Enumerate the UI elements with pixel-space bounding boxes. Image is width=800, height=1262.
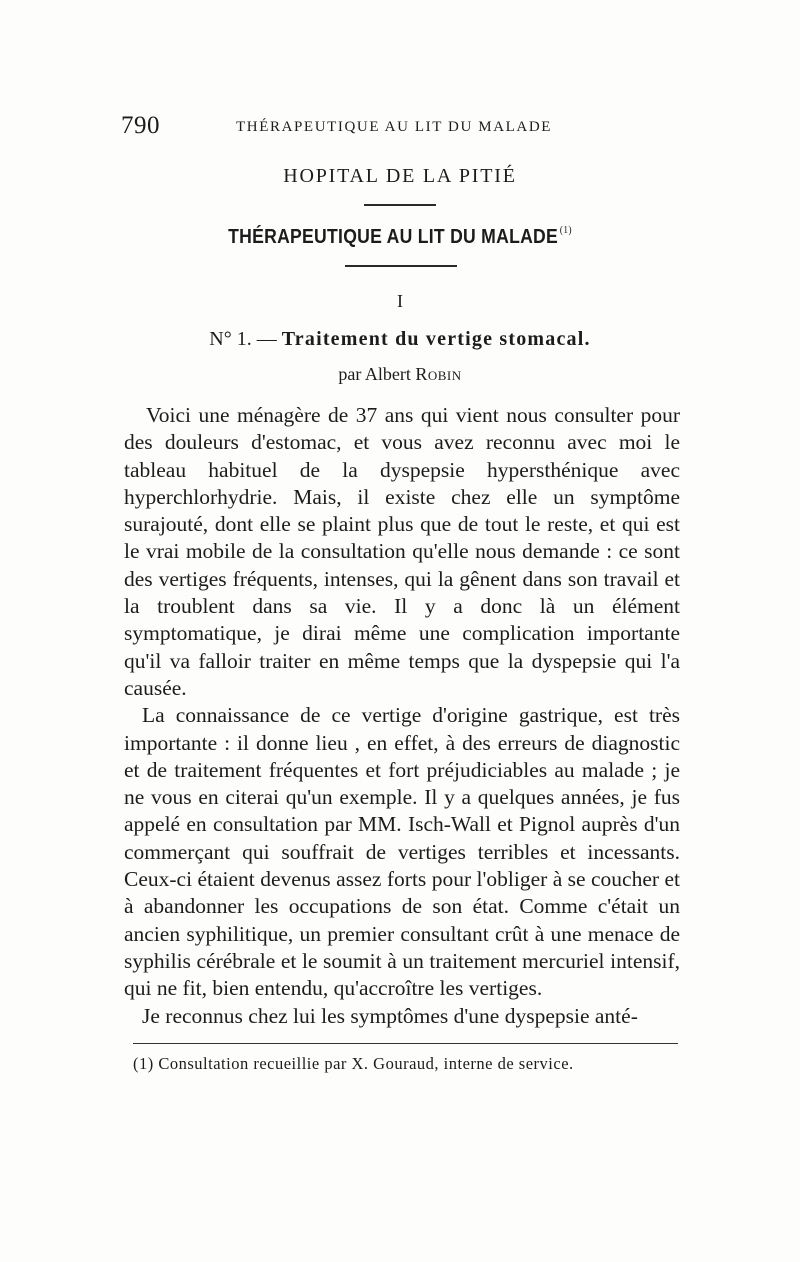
article-author xyxy=(0,364,800,385)
paragraph: La connaissance de ce vertige d'origine gastrique, est très importante : il donne lieu , en effet, à des erreurs de diagnostic et de traitement fréquentes et fort préjudiciables au malade ; je ne vous en citerai qu'un exemple. Il y a quelques années, je fus appelé en consultation par MM. Isch-Wall et Pignol auprès d'un commerçant qui souffrait de vertiges terribles et incessants. Ceux-ci étaient devenus assez forts pour l'obliger à se coucher et à abandonner les occupations de son état. Comme c'était un ancien syphilitique, un premier consultant crût à une menace de syphilis cérébrale et le soumit à un traitement mercuriel intensif, qui ne fit, bien entendu, qu'accroître les vertiges. xyxy=(124,703,680,1001)
paragraph: Je reconnus chez lui les symptômes d'une dyspepsie anté- xyxy=(142,1003,638,1028)
section-title-text: THÉRAPEUTIQUE AU LIT DU MALADE xyxy=(228,226,559,248)
footnote: (1) Consultation recueillie par X. Gouraud, interne de service. xyxy=(133,1054,574,1073)
running-title: THÉRAPEUTIQUE AU LIT DU MALADE xyxy=(236,119,553,135)
hospital-name: HOPITAL DE LA PITIÉ xyxy=(283,165,517,187)
section-number: I xyxy=(397,291,403,311)
author-prefix: par Albert xyxy=(338,364,411,384)
footnote-rule xyxy=(133,1043,678,1044)
divider-bottom xyxy=(345,265,457,267)
article-heading xyxy=(0,328,800,351)
section-title-note: (1) xyxy=(559,224,572,236)
article-title: Traitement du vertige stomacal. xyxy=(281,328,591,350)
author-name: Robin xyxy=(415,364,462,384)
paragraph: Voici une ménagère de 37 ans qui vient nous consulter pour des douleurs d'estomac, et vous avez reconnu avec moi le tableau habituel de la dyspepsie hypersthénique avec hyperchlorhydrie. Mais, il existe chez elle un symptôme surajouté, dont elle se plaint plus que de tout le reste, et qui est le vrai mobile de la consultation qu'elle nous demande : ce sont des vertiges fréquents, intenses, qui la gênent dans son travail et la troublent dans sa vie. Il y a donc là un élément symptomatique, je dirai même une complication importante qu'il va falloir traiter en même temps que la dyspepsie qui l'a causée. xyxy=(124,403,680,700)
section-title xyxy=(48,224,752,249)
article-number: N° 1. — xyxy=(209,328,277,350)
page-number: 790 xyxy=(121,112,160,139)
divider-top xyxy=(364,204,436,206)
body-text xyxy=(124,402,680,1030)
